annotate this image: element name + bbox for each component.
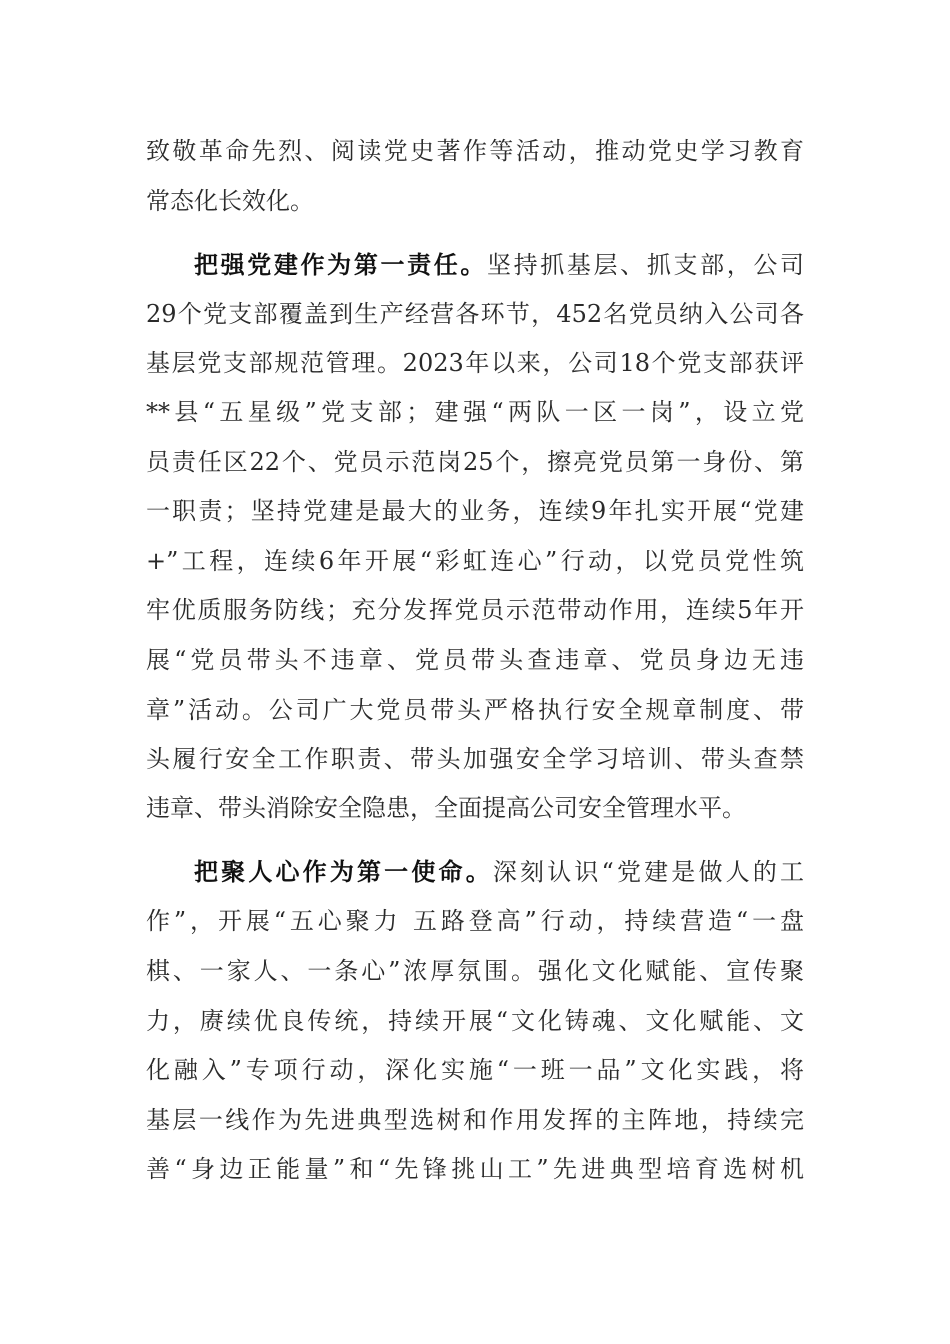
paragraph-2-line-12: 违章、带头消除安全隐患，全面提高公司安全管理水平。 — [146, 794, 746, 822]
paragraph-3-line-5: 化融入”专项行动，深化实施“一班一品”文化实践，将 — [146, 1056, 804, 1084]
paragraph-2-first-line-text: 坚持抓基层、抓支部，公司 — [487, 251, 804, 279]
paragraph-3-heading: 把聚人心作为第一使命。 — [194, 858, 493, 886]
paragraph-3-line-6: 基层一线作为先进典型选树和作用发挥的主阵地，持续完 — [146, 1106, 804, 1134]
paragraph-2-line-11: 头履行安全工作职责、带头加强安全学习培训、带头查禁 — [146, 745, 804, 773]
paragraph-2-line-8: 牢优质服务防线；充分发挥党员示范带动作用，连续5年开 — [146, 596, 804, 624]
paragraph-2-line-9: 展“党员带头不违章、党员带头查违章、党员身边无违 — [146, 646, 804, 674]
paragraph-2-line-2: 29个党支部覆盖到生产经营各环节，452名党员纳入公司各 — [146, 300, 804, 328]
paragraph-2-first-line — [194, 249, 804, 281]
paragraph-3-line-4: 力，赓续优良传统，持续开展“文化铸魂、文化赋能、文 — [146, 1007, 804, 1035]
paragraph-2-line-5: 员责任区22个、党员示范岗25个，擦亮党员第一身份、第 — [146, 448, 804, 476]
paragraph-1-line-1: 致敬革命先烈、阅读党史著作等活动，推动党史学习教育 — [146, 137, 804, 165]
paragraph-3-line-3: 棋、一家人、一条心”浓厚氛围。强化文化赋能、宣传聚 — [146, 957, 804, 985]
paragraph-3-line-2: 作”，开展“五心聚力 五路登高”行动，持续营造“一盘 — [146, 907, 804, 935]
paragraph-3-first-line-text: 深刻认识“党建是做人的工 — [492, 858, 804, 886]
paragraph-3-first-line — [194, 856, 804, 888]
paragraph-2-line-6: 一职责；坚持党建是最大的业务，连续9年扎实开展“党建 — [146, 497, 804, 525]
paragraph-2-line-10: 章”活动。公司广大党员带头严格执行安全规章制度、带 — [146, 696, 804, 724]
paragraph-3-line-7: 善“身边正能量”和“先锋挑山工”先进典型培育选树机 — [146, 1155, 804, 1183]
paragraph-2-line-7: +”工程，连续6年开展“彩虹连心”行动，以党员党性筑 — [146, 547, 804, 575]
paragraph-2-line-4: **县“五星级”党支部；建强“两队一区一岗”，设立党 — [146, 398, 804, 426]
paragraph-2-heading: 把强党建作为第一责任。 — [194, 251, 487, 279]
paragraph-1-line-2: 常态化长效化。 — [146, 187, 314, 215]
paragraph-2-line-3: 基层党支部规范管理。2023年以来，公司18个党支部获评 — [146, 349, 804, 377]
